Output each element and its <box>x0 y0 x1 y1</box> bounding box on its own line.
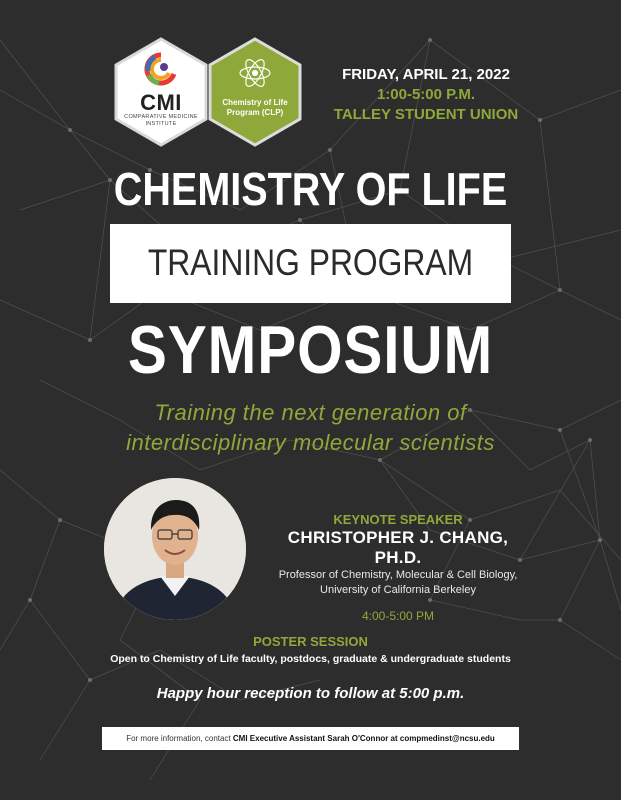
keynote-title-line1: Professor of Chemistry, Molecular & Cell Biology, <box>278 569 518 581</box>
title-top: CHEMISTRY OF LIFE <box>113 163 508 215</box>
clp-logo-text <box>211 98 299 118</box>
title-bottom: SYMPOSIUM <box>127 312 494 388</box>
clp-logo-line1: Chemistry of Life <box>222 98 288 107</box>
title-middle: TRAINING PROGRAM <box>147 242 474 283</box>
speaker-photo <box>104 478 246 620</box>
tagline-line2: interdisciplinary molecular scientists <box>126 430 495 455</box>
cmi-logo-subtitle-2: INSTITUTE <box>145 121 177 127</box>
event-time: 1:00-5:00 P.M. <box>376 86 476 103</box>
cmi-logo-text <box>113 92 209 128</box>
event-date: FRIDAY, APRIL 21, 2022 <box>342 66 510 83</box>
reception-note: Happy hour reception to follow at 5:00 p.m. <box>156 685 465 702</box>
keynote-name: CHRISTOPHER J. CHANG, PH.D. <box>287 528 509 567</box>
keynote-title-line2: University of California Berkeley <box>320 584 476 596</box>
event-info <box>326 65 526 125</box>
cmi-logo-name: CMI <box>140 90 182 115</box>
tagline-line1: Training the next generation of <box>154 400 467 425</box>
footer-contact <box>102 727 519 750</box>
event-venue: TALLEY STUDENT UNION <box>333 106 519 123</box>
keynote-label: KEYNOTE SPEAKER <box>333 512 463 527</box>
clp-logo-line2: Program (CLP) <box>226 108 284 117</box>
poster-session-description: Open to Chemistry of Life faculty, postdocs, graduate & undergraduate students <box>110 653 511 665</box>
keynote-section <box>262 511 534 624</box>
footer-contact-detail: CMI Executive Assistant Sarah O'Connor at compmedinst@ncsu.edu <box>232 734 495 743</box>
clp-logo <box>207 37 303 147</box>
cmi-logo-subtitle-1: COMPARATIVE MEDICINE <box>124 114 198 120</box>
poster-session-label: POSTER SESSION <box>253 634 368 649</box>
keynote-time: 4:00-5:00 PM <box>361 609 435 623</box>
footer-prefix: For more information, contact <box>126 734 231 743</box>
